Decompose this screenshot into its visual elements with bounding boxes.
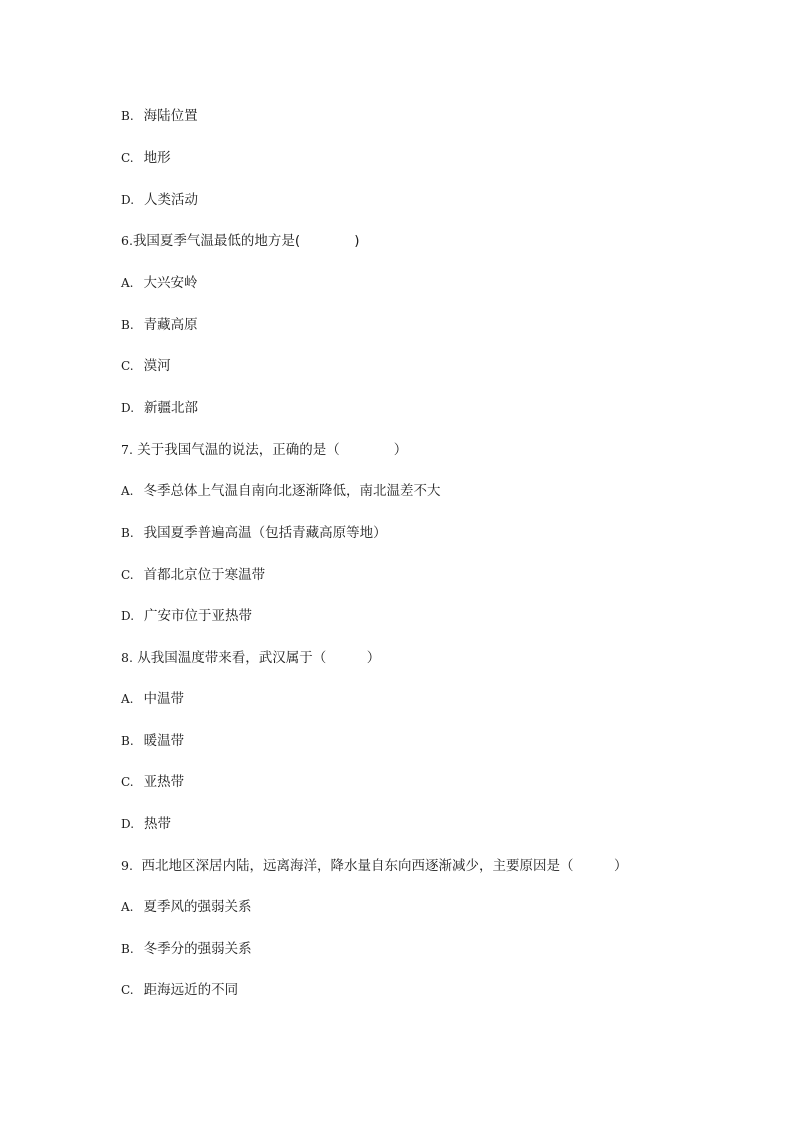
- question-text: 我国夏季气温最低的地方是( ): [132, 233, 360, 249]
- option-label: A.: [121, 692, 134, 706]
- option-label: C.: [121, 775, 134, 789]
- option-text: 人类活动: [144, 192, 199, 208]
- option-text: 冬季分的强弱关系: [143, 941, 252, 957]
- option-line: [121, 524, 387, 542]
- question-text: 从我国温度带来看，武汉属于（ ）: [137, 650, 381, 666]
- option-text: 大兴安岭: [143, 275, 198, 291]
- option-label: A.: [121, 484, 134, 498]
- option-line: [121, 566, 265, 584]
- option-text: 漠河: [143, 358, 171, 374]
- option-text: 海陆位置: [143, 108, 198, 124]
- option-text: 青藏高原: [143, 317, 198, 333]
- option-text: 我国夏季普遍高温（包括青藏高原等地）: [143, 525, 387, 541]
- option-label: B.: [121, 109, 134, 123]
- option-text: 地形: [143, 150, 171, 166]
- option-line: [121, 149, 171, 167]
- question-line: [121, 441, 407, 459]
- option-label: C.: [121, 568, 134, 582]
- option-line: [121, 607, 252, 625]
- option-label: D.: [121, 609, 135, 623]
- option-line: [121, 191, 198, 209]
- option-line: [121, 940, 252, 958]
- option-text: 亚热带: [143, 774, 185, 790]
- question-number: 6.: [121, 233, 133, 248]
- question-text: 西北地区深居内陆，远离海洋，降水量自东向西逐渐减少，主要原因是（ ）: [141, 858, 628, 874]
- option-line: [121, 316, 198, 334]
- option-text: 冬季总体上气温自南向北逐渐降低，南北温差不大: [143, 483, 441, 499]
- question-line: [121, 649, 380, 667]
- option-text: 夏季风的强弱关系: [143, 899, 252, 915]
- option-line: [121, 357, 171, 375]
- option-line: [121, 732, 184, 750]
- question-line: [121, 857, 628, 875]
- option-label: C.: [121, 983, 134, 997]
- option-label: B.: [121, 526, 134, 540]
- question-text: 关于我国气温的说法，正确的是（ ）: [137, 442, 408, 458]
- option-text: 暖温带: [143, 733, 185, 749]
- option-text: 距海远近的不同: [143, 982, 239, 998]
- option-label: D.: [121, 193, 135, 207]
- option-line: [121, 690, 184, 708]
- option-label: C.: [121, 359, 134, 373]
- option-text: 热带: [144, 816, 172, 832]
- option-label: B.: [121, 734, 134, 748]
- option-text: 首都北京位于寒温带: [143, 567, 266, 583]
- option-label: A.: [121, 900, 134, 914]
- option-text: 广安市位于亚热带: [144, 608, 253, 624]
- option-label: B.: [121, 942, 134, 956]
- question-number: 8.: [121, 650, 133, 665]
- question-line: [121, 232, 359, 250]
- option-label: A.: [121, 276, 134, 290]
- option-line: [121, 107, 198, 125]
- option-label: D.: [121, 401, 135, 415]
- question-number: 7.: [121, 442, 133, 457]
- option-line: [121, 898, 251, 916]
- option-label: D.: [121, 817, 135, 831]
- option-line: [121, 815, 171, 833]
- option-line: [121, 399, 198, 417]
- option-line: [121, 482, 440, 500]
- option-text: 新疆北部: [144, 400, 199, 416]
- option-line: [121, 981, 238, 999]
- option-label: B.: [121, 318, 134, 332]
- option-label: C.: [121, 151, 134, 165]
- option-line: [121, 773, 184, 791]
- question-number: 9.: [121, 858, 133, 873]
- option-line: [121, 274, 197, 292]
- option-text: 中温带: [143, 691, 184, 707]
